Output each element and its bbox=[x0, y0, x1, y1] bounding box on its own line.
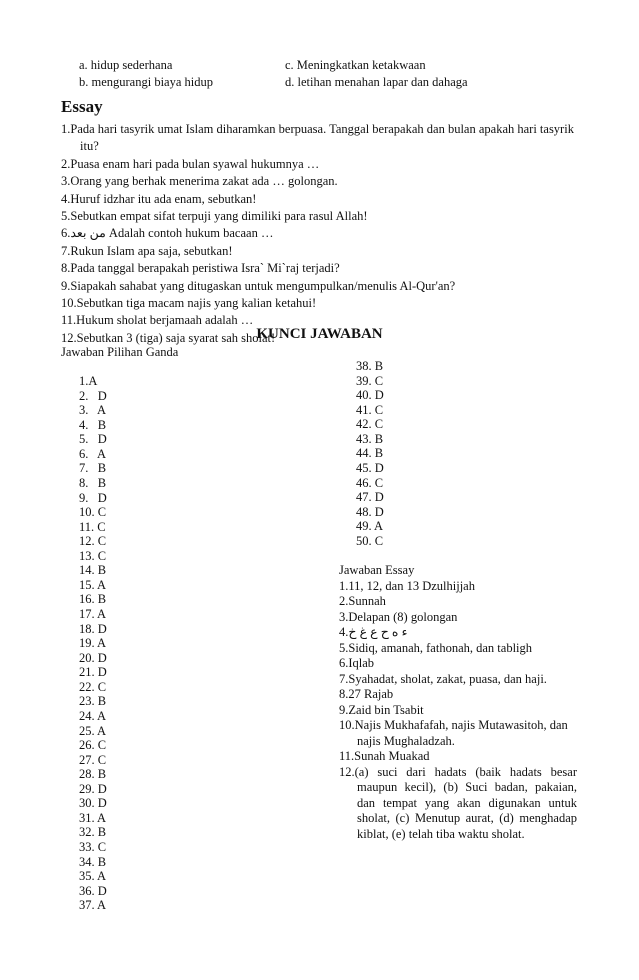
left-answer-item: 24. A bbox=[79, 708, 107, 723]
left-answer-item: 1.A bbox=[79, 374, 98, 388]
left-answer-item: 16. B bbox=[79, 592, 107, 607]
right-answer-item: 43. B bbox=[356, 431, 384, 446]
left-answer-item: 37. A bbox=[79, 898, 107, 913]
left-answer-item: 13. C bbox=[79, 548, 107, 563]
essay-question-1-continuation: itu? bbox=[80, 139, 99, 154]
left-answer-item: 19. A bbox=[79, 636, 107, 651]
left-answer-item: 15. A bbox=[79, 577, 107, 592]
essay-question-6-text: Adalah contoh hukum bacaan … bbox=[105, 226, 274, 241]
answers-right-column bbox=[356, 359, 384, 548]
left-answer-item: 22. C bbox=[79, 679, 107, 694]
left-answer-item: 9. D bbox=[79, 490, 107, 505]
arabic-text: من بعد bbox=[70, 226, 106, 241]
left-answer-item: 11. C bbox=[79, 519, 106, 534]
right-answer-item: 42. C bbox=[356, 417, 384, 432]
option-c: c. Meningkatkan ketakwaan bbox=[285, 58, 426, 72]
right-answer-item: 48. D bbox=[356, 504, 384, 519]
essay-question-9: 9.Siapakah sahabat yang ditugaskan untuk mengumpulkan/menulis Al-Qur'an? bbox=[61, 278, 456, 293]
essay-answer-3: 3.Delapan (8) golongan bbox=[339, 609, 458, 624]
left-answer-item: 25. A bbox=[79, 723, 107, 738]
essay-question-6 bbox=[61, 225, 593, 242]
essay-answer-12-continuation: maupun kecil), (b) Suci badan, pakaian, dan tempat yang akan digunakan untuk sholat, (c) Menutup aurat, (d) menghadap kiblat, (e) telah tiba waktu sholat. bbox=[357, 780, 577, 841]
arabic-letters: ء ه ح ع غ خ bbox=[348, 625, 408, 639]
left-answer-item: 29. D bbox=[79, 781, 107, 796]
left-answer-item: 20. D bbox=[79, 650, 107, 665]
left-answer-item: 23. B bbox=[79, 694, 107, 709]
left-answer-item: 6. A bbox=[79, 446, 107, 461]
essay-question-10: 10.Sebutkan tiga macam najis yang kalian ketahui! bbox=[61, 296, 317, 311]
left-answer-item: 17. A bbox=[79, 607, 107, 621]
right-answer-item: 41. C bbox=[356, 402, 384, 417]
right-answer-item: 49. A bbox=[356, 519, 384, 534]
option-a: a. hidup sederhana bbox=[79, 58, 173, 72]
left-answer-item: 12. C bbox=[79, 534, 107, 549]
essay-answer-4-number: 4. bbox=[339, 625, 349, 639]
essay-answer-5: 5.Sidiq, amanah, fathonah, dan tabligh bbox=[339, 640, 533, 655]
essay-answers-title: Jawaban Essay bbox=[339, 563, 415, 577]
essay-question-4: 4.Huruf idzhar itu ada enam, sebutkan! bbox=[61, 191, 257, 206]
left-answer-item: 3. A bbox=[79, 403, 107, 418]
multiple-choice-answers-title: Jawaban Pilihan Ganda bbox=[61, 345, 179, 359]
left-answer-item: 34. B bbox=[79, 854, 107, 869]
essay-answer-2: 2.Sunnah bbox=[339, 594, 386, 608]
essay-answer-1: 1.11, 12, dan 13 Dzulhijjah bbox=[339, 578, 475, 593]
essay-question-list bbox=[61, 121, 593, 347]
left-answer-item: 27. C bbox=[79, 752, 107, 767]
essay-question-1: 1.Pada hari tasyrik umat Islam diharamkan berpuasa. Tanggal berapakah dan bulan apakah hari tasyrik bbox=[61, 122, 574, 136]
right-answer-item: 47. D bbox=[356, 490, 384, 505]
left-answer-item: 36. D bbox=[79, 883, 107, 898]
essay-question-12: 12.Sebutkan 3 (tiga) saja syarat sah sholat! bbox=[61, 330, 276, 345]
left-answer-item: 4. B bbox=[79, 417, 107, 432]
essay-heading: Essay bbox=[61, 97, 103, 116]
essay-question-3: 3.Orang yang berhak menerima zakat ada … golongan. bbox=[61, 174, 338, 189]
left-answer-item: 32. B bbox=[79, 825, 107, 840]
essay-answer-8: 8.27 Rajab bbox=[339, 687, 394, 701]
right-answer-item: 44. B bbox=[356, 446, 384, 461]
left-answer-item: 18. D bbox=[79, 621, 107, 636]
right-answer-item: 50. C bbox=[356, 533, 384, 548]
left-answer-item: 26. C bbox=[79, 738, 107, 753]
essay-answer-10-continuation: najis Mughaladzah. bbox=[357, 733, 455, 748]
essay-question-7: 7.Rukun Islam apa saja, sebutkan! bbox=[61, 243, 233, 258]
right-answer-item: 45. D bbox=[356, 460, 384, 475]
left-answer-item: 31. A bbox=[79, 810, 107, 825]
essay-answer-12: 12.(a) suci dari hadats (baik hadats besar bbox=[339, 764, 577, 779]
left-answer-item: 10. C bbox=[79, 505, 107, 520]
essay-question-5: 5.Sebutkan empat sifat terpuji yang dimiliki para rasul Allah! bbox=[61, 209, 368, 224]
left-answer-item: 14. B bbox=[79, 563, 107, 578]
essay-answer-11: 11.Sunah Muakad bbox=[339, 749, 430, 763]
answers-left-column bbox=[79, 374, 107, 913]
answer-key-heading: KUNCI JAWABAN bbox=[256, 326, 383, 342]
option-d: d. letihan menahan lapar dan dahaga bbox=[285, 75, 468, 89]
essay-question-6-number: 6. bbox=[61, 226, 71, 241]
left-answer-item: 28. B bbox=[79, 767, 107, 782]
essay-answer-9: 9.Zaid bin Tsabit bbox=[339, 702, 424, 717]
left-answer-item: 21. D bbox=[79, 665, 107, 680]
essay-question-8: 8.Pada tanggal berapakah peristiwa Isra` Mi`raj terjadi? bbox=[61, 261, 340, 276]
left-answer-item: 7. B bbox=[79, 461, 107, 476]
right-answer-item: 38. B bbox=[356, 359, 384, 373]
right-answer-item: 46. C bbox=[356, 475, 384, 490]
essay-question-2: 2.Puasa enam hari pada bulan syawal hukumnya … bbox=[61, 156, 320, 171]
essay-question-11: 11.Hukum sholat berjamaah adalah … bbox=[61, 313, 254, 328]
right-answer-item: 39. C bbox=[356, 373, 384, 388]
left-answer-item: 35. A bbox=[79, 869, 107, 884]
essay-answers bbox=[339, 563, 577, 842]
left-answer-item: 8. B bbox=[79, 475, 107, 490]
option-b: b. mengurangi biaya hidup bbox=[79, 75, 213, 89]
left-answer-item: 2. D bbox=[79, 388, 107, 403]
left-answer-item: 30. D bbox=[79, 796, 107, 811]
essay-answer-6: 6.Iqlab bbox=[339, 656, 375, 670]
left-answer-item: 5. D bbox=[79, 432, 107, 447]
essay-answer-4 bbox=[339, 625, 577, 641]
left-answer-item: 33. C bbox=[79, 840, 107, 854]
essay-answer-7: 7.Syahadat, sholat, zakat, puasa, dan haji. bbox=[339, 671, 547, 686]
right-answer-item: 40. D bbox=[356, 388, 384, 403]
essay-answer-10: 10.Najis Mukhafafah, najis Mutawasitoh, dan bbox=[339, 718, 568, 732]
